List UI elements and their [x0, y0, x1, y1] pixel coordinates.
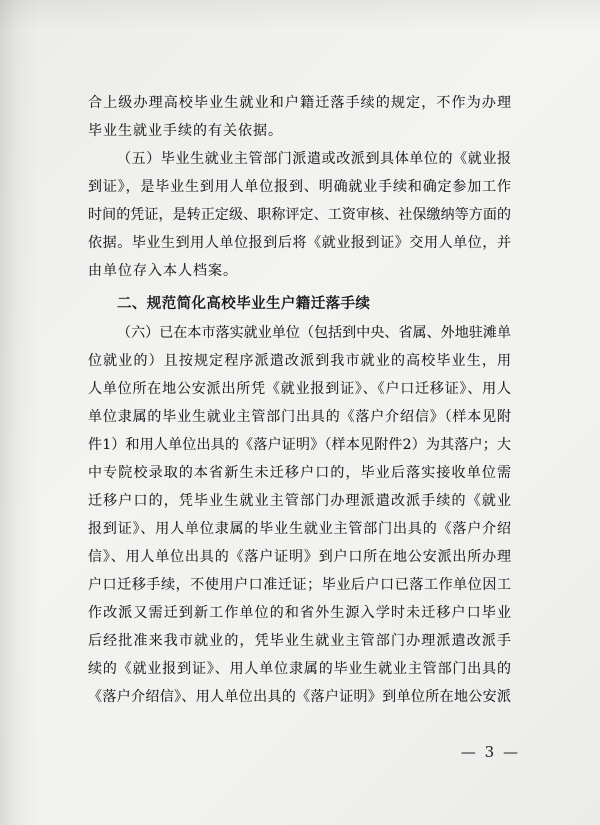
text-line: 时间的凭证，是转正定级、职称评定、工资审核、社保缴纳等方面的 — [88, 207, 511, 223]
text-line: 人单位所在地公安派出所凭《就业报到证》、《户口迁移证》、用人 — [88, 381, 511, 397]
text-line: 由单位存入本人档案。 — [88, 263, 238, 279]
text-line: 合上级办理高校毕业生就业和户籍迁落手续的规定，不作为办理 — [88, 95, 511, 111]
text-line: 《落户介绍信》、用人单位出具的《落户证明》到单位所在地公安派 — [88, 689, 511, 705]
text-line: 依据。毕业生到用人单位报到后将《就业报到证》交用人单位，并 — [88, 235, 511, 251]
text-line: 单位隶属的毕业生就业主管部门出具的《落户介绍信》（样本见附 — [88, 409, 511, 425]
section-heading: 二、规范简化高校毕业生户籍迁落手续 — [117, 296, 371, 312]
text-line: 户口迁移手续，不使用户口准迁证；毕业后户口已落工作单位因工 — [88, 577, 511, 593]
document-body — [88, 89, 511, 711]
text-line: 后经批准来我市就业的，凭毕业生就业主管部门办理派遣改派手 — [88, 633, 511, 649]
text-line: 到证》，是毕业生到用人单位报到、明确就业手续和确定参加工作 — [88, 179, 511, 195]
paragraph-item-5 — [88, 145, 511, 285]
text-line: 毕业生就业手续的有关依据。 — [88, 123, 283, 139]
text-line: 续的《就业报到证》、用人单位隶属的毕业生就业主管部门出具的 — [88, 661, 511, 677]
text-line: （五）毕业生就业主管部门派遣或改派到具体单位的《就业报 — [117, 151, 511, 167]
text-line: 迁移户口的，凭毕业生就业主管部门办理派遣改派手续的《就业 — [88, 493, 511, 509]
text-line: 信》、用人单位出具的《落户证明》到户口所在地公安派出所办理 — [88, 549, 511, 565]
text-line: 报到证》、用人单位隶属的毕业生就业主管部门出具的《落户介绍 — [88, 521, 511, 537]
text-line: 作改派又需迁到新工作单位的和省外生源入学时未迁移户口毕业 — [88, 605, 511, 621]
text-line: 位就业的）且按规定程序派遣改派到我市就业的高校毕业生，用 — [88, 353, 511, 369]
paragraph-item-6 — [88, 319, 511, 711]
paragraph-continuation — [88, 89, 511, 145]
text-line: （六）已在本市落实就业单位（包括到中央、省属、外地驻滩单 — [117, 325, 511, 341]
text-line: 件1）和用人单位出具的《落户证明》（样本见附件2）为其落户；大 — [88, 437, 511, 453]
text-line: 中专院校录取的本省新生未迁移户口的，毕业后落实接收单位需 — [88, 465, 511, 481]
page-number: — 3 — — [460, 743, 520, 761]
